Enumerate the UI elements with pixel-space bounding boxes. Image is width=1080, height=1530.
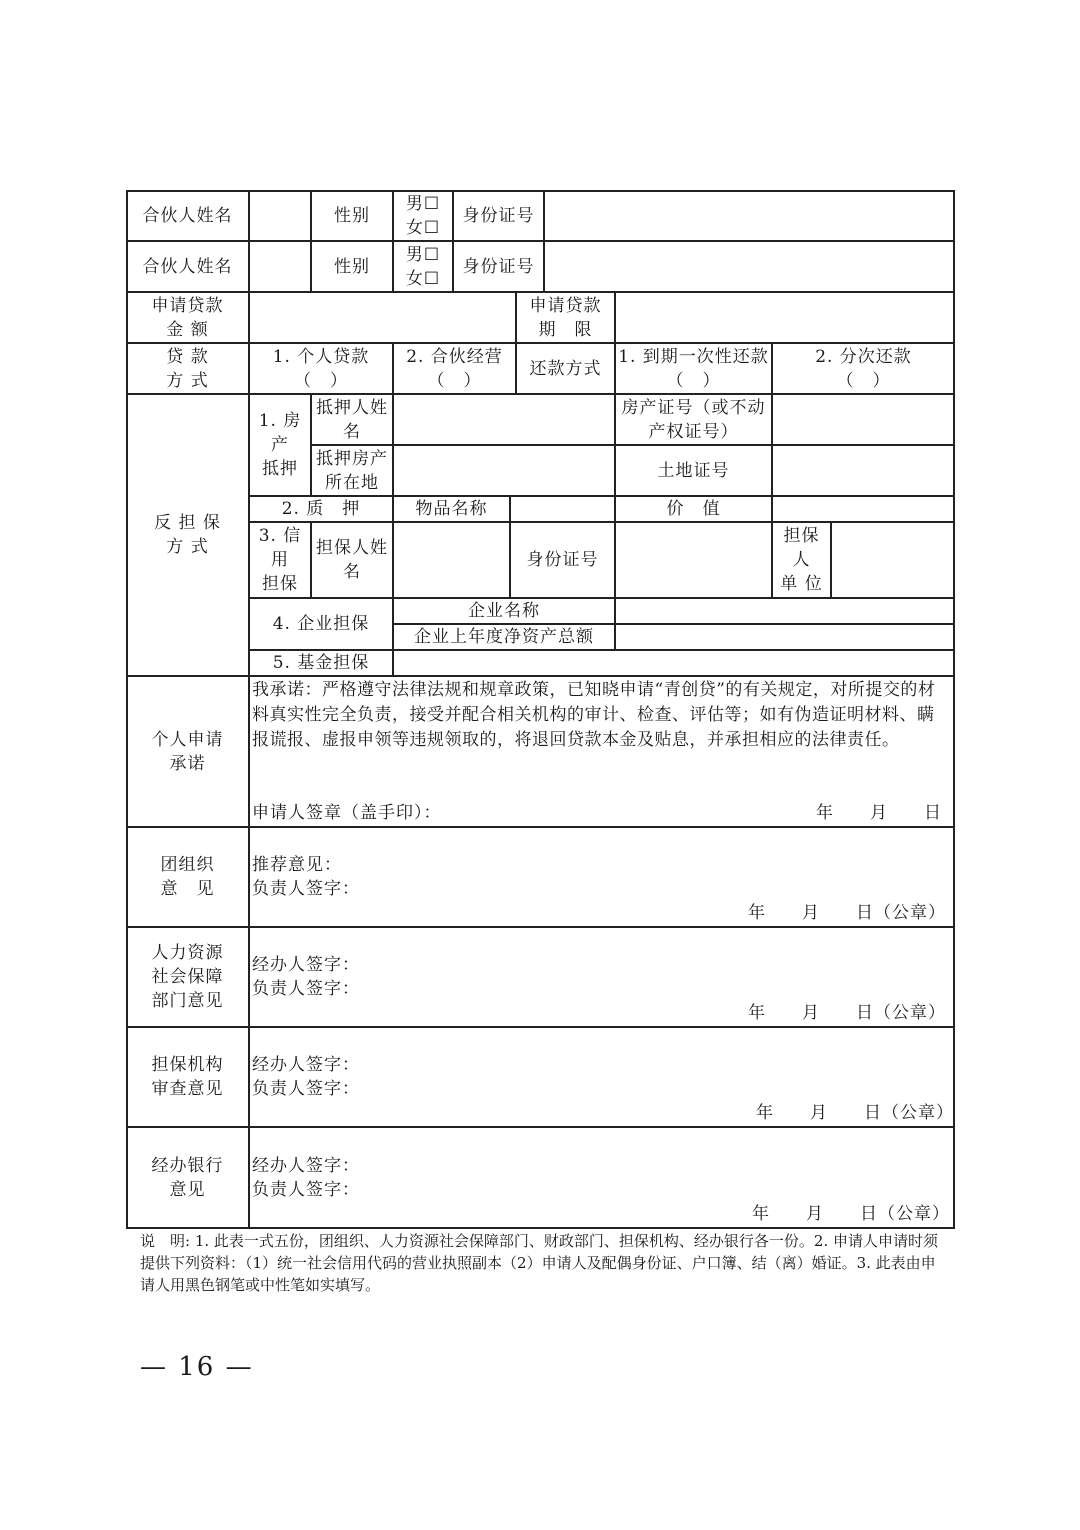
- partner2-gender-label: 性别: [311, 241, 393, 292]
- repay-option-lump-sum[interactable]: 1. 到期一次性还款 （ ）: [615, 343, 772, 394]
- partner2-id-field[interactable]: [544, 241, 955, 292]
- loan-method-label: 贷 款 方 式: [126, 343, 249, 394]
- loan-term-field[interactable]: [615, 292, 955, 343]
- enterprise-name-label: 企业名称: [393, 598, 615, 624]
- house-cert-field[interactable]: [772, 394, 955, 445]
- house-mortgage-label: 1. 房产 抵押: [249, 394, 311, 496]
- loan-amount-label: 申请贷款 金 额: [126, 292, 249, 343]
- hr-manager-signature: 负责人签字：: [252, 979, 360, 999]
- hr-label: 人力资源 社会保障 部门意见: [126, 927, 249, 1027]
- house-location-field[interactable]: [393, 445, 615, 496]
- partner1-gender-checkboxes[interactable]: 男☐ 女☐: [393, 190, 453, 241]
- value-field[interactable]: [772, 496, 955, 522]
- agency-handler-signature: 经办人签字：: [252, 1055, 360, 1075]
- applicant-signature-label: 申请人签章（盖手印）：: [252, 803, 442, 823]
- guarantor-name-label: 担保人姓 名: [311, 522, 393, 598]
- agency-date: 年 月 日（公章）: [756, 1103, 954, 1123]
- bank-manager-signature: 负责人签字：: [252, 1180, 360, 1200]
- guarantor-unit-field[interactable]: [831, 522, 955, 598]
- bank-date: 年 月 日（公章）: [752, 1204, 950, 1224]
- guarantor-name-field[interactable]: [393, 522, 510, 598]
- hr-date: 年 月 日（公章）: [748, 1003, 946, 1023]
- hr-handler-signature: 经办人签字：: [252, 955, 360, 975]
- enterprise-guarantee-label: 4. 企业担保: [249, 598, 393, 650]
- partner1-id-field[interactable]: [544, 190, 955, 241]
- enterprise-name-field[interactable]: [615, 598, 955, 624]
- house-cert-label: 房产证号（或不动 产权证号）: [615, 394, 772, 445]
- partner2-gender-checkboxes[interactable]: 男☐ 女☐: [393, 241, 453, 292]
- youth-league-recommendation: 推荐意见：: [252, 855, 342, 875]
- land-cert-label: 土地证号: [615, 445, 772, 496]
- mortgagor-name-label: 抵押人姓 名: [311, 394, 393, 445]
- land-cert-field[interactable]: [772, 445, 955, 496]
- item-name-field[interactable]: [510, 496, 615, 522]
- loan-term-label: 申请贷款 期 限: [516, 292, 615, 343]
- partner2-name-field[interactable]: [249, 241, 311, 292]
- pledge-label: 2. 质 押: [249, 496, 393, 522]
- partner1-name-label: 合伙人姓名: [126, 190, 249, 241]
- guarantor-id-label: 身份证号: [510, 522, 615, 598]
- loan-application-form: [126, 190, 955, 1229]
- loan-option-personal[interactable]: 1. 个人贷款 （ ）: [249, 343, 393, 394]
- repay-method-label: 还款方式: [516, 343, 615, 394]
- form-notes: 说 明: 1. 此表一式五份，团组织、人力资源社会保障部门、财政部门、担保机构、经办银行各一份。2. 申请人申请时须提供下列资料：（1）统一社会信用代码的营业执照副本（2）申请人及配偶身份证、户口簿、结（离）婚证。3. 此表由申请人用黑色钢笔或中性笔如实填写。: [140, 1232, 938, 1294]
- guarantor-unit-label: 担保 人 单 位: [772, 522, 831, 598]
- partner1-gender-label: 性别: [311, 190, 393, 241]
- house-location-label: 抵押房产 所在地: [311, 445, 393, 496]
- commitment-label: 个人申请 承诺: [126, 676, 249, 827]
- credit-guarantee-label: 3. 信用 担保: [249, 522, 311, 598]
- loan-option-partnership[interactable]: 2. 合伙经营 （ ）: [393, 343, 516, 394]
- value-label: 价 值: [615, 496, 772, 522]
- partner2-id-label: 身份证号: [453, 241, 544, 292]
- youth-league-signature: 负责人签字：: [252, 879, 360, 899]
- bank-label: 经办银行 意见: [126, 1127, 249, 1229]
- partner2-name-label: 合伙人姓名: [126, 241, 249, 292]
- enterprise-assets-field[interactable]: [615, 624, 955, 650]
- mortgagor-name-field[interactable]: [393, 394, 615, 445]
- guarantee-agency-label: 担保机构 审查意见: [126, 1027, 249, 1127]
- agency-manager-signature: 负责人签字：: [252, 1079, 360, 1099]
- youth-league-date: 年 月 日（公章）: [748, 903, 946, 923]
- bank-handler-signature: 经办人签字：: [252, 1156, 360, 1176]
- item-name-label: 物品名称: [393, 496, 510, 522]
- youth-league-label: 团组织 意 见: [126, 827, 249, 927]
- fund-guarantee-label: 5. 基金担保: [249, 650, 393, 676]
- repay-option-installment[interactable]: 2. 分次还款 （ ）: [772, 343, 955, 394]
- commitment-date: 年 月 日: [816, 803, 942, 823]
- page-number: — 16 —: [140, 1352, 254, 1382]
- enterprise-assets-label: 企业上年度净资产总额: [393, 624, 615, 650]
- commitment-text: 我承诺：严格遵守法律法规和规章政策，已知晓申请“青创贷”的有关规定，对所提交的材料真实性完全负责，接受并配合相关机构的审计、检查、评估等；如有伪造证明材料、瞒报谎报、虚报申领等违规领取的，将退回贷款本金及贴息，并承担相应的法律责任。: [252, 680, 936, 750]
- partner1-id-label: 身份证号: [453, 190, 544, 241]
- guarantee-method-label: 反 担 保 方 式: [126, 394, 249, 676]
- partner1-name-field[interactable]: [249, 190, 311, 241]
- guarantor-id-field[interactable]: [615, 522, 772, 598]
- loan-amount-field[interactable]: [249, 292, 516, 343]
- fund-guarantee-field[interactable]: [393, 650, 955, 676]
